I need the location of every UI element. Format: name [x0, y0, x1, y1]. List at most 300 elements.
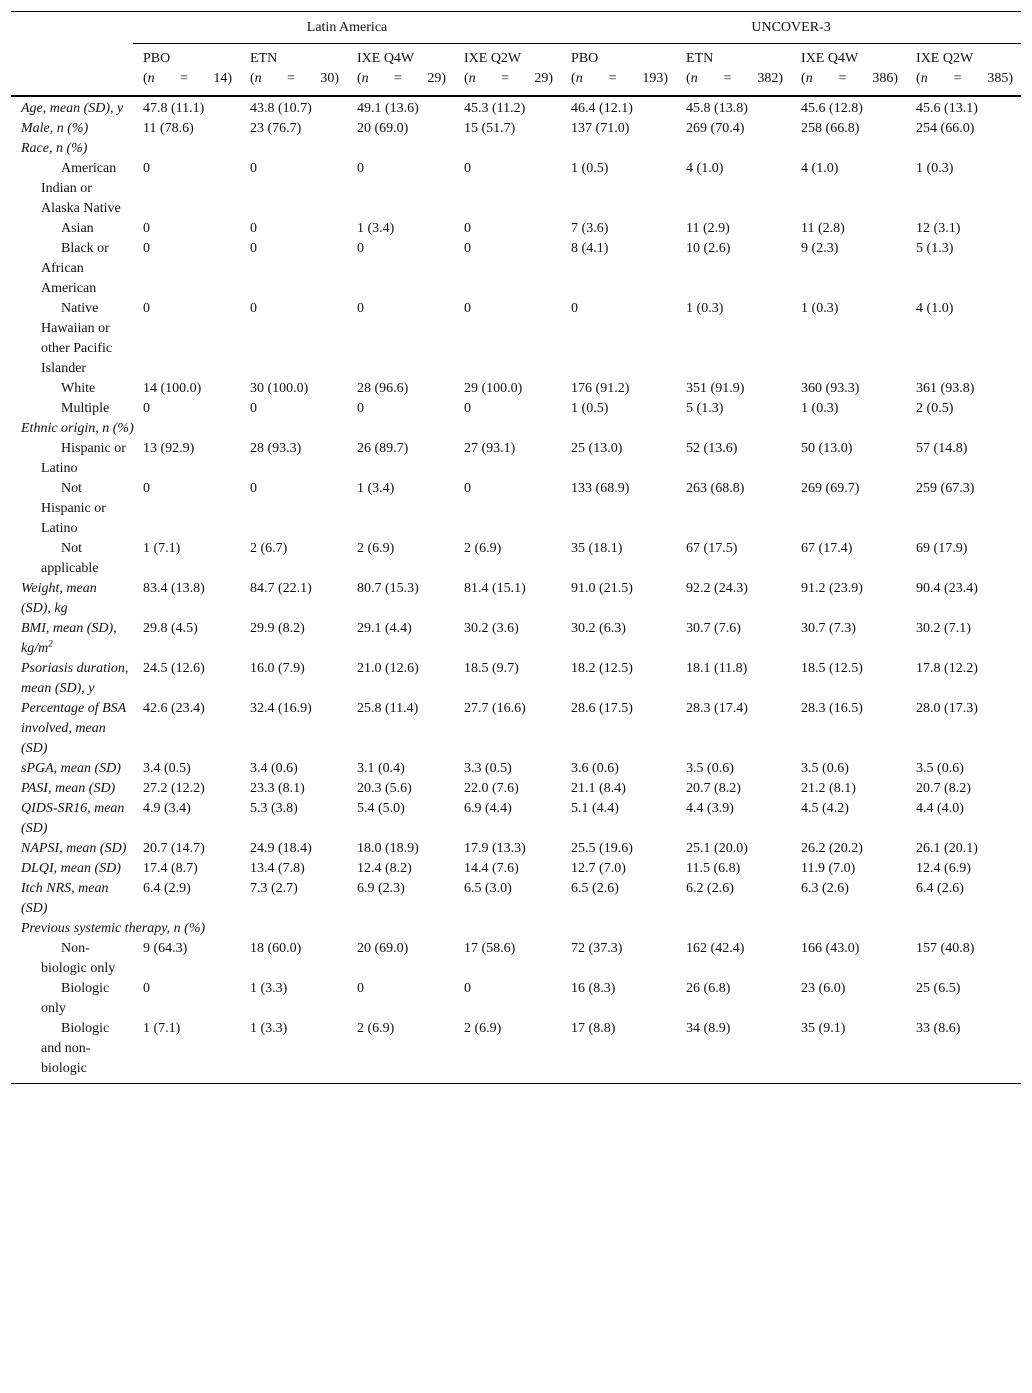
table-cell: 361 (93.8)	[916, 381, 975, 396]
table-row	[11, 439, 1021, 479]
table-cell: 5.1 (4.4)	[571, 801, 619, 816]
table-row	[11, 779, 1021, 799]
table-cell: 0	[464, 981, 471, 996]
table-row	[11, 479, 1021, 539]
table-cell: 0	[143, 401, 150, 416]
table-cell: 11 (78.6)	[143, 121, 194, 136]
row-label: Race, n (%)	[21, 141, 88, 156]
table-cell: 12.7 (7.0)	[571, 861, 626, 876]
table-cell: 47.8 (11.1)	[143, 101, 205, 116]
table-cell: 25.8 (11.4)	[357, 701, 419, 716]
table-cell: 18.0 (18.9)	[357, 841, 419, 856]
table-cell: 11.9 (7.0)	[801, 861, 856, 876]
table-cell: 1 (3.4)	[357, 481, 395, 496]
table-cell: 30.2 (7.1)	[916, 621, 971, 636]
table-cell: 45.3 (11.2)	[464, 101, 526, 116]
row-label	[11, 119, 133, 139]
table-cell: 0	[143, 161, 150, 176]
table-cell: 11.5 (6.8)	[686, 861, 741, 876]
row-label-text: American Indian or Alaska Native	[41, 161, 121, 216]
row-label-text: Age, mean (SD), y	[21, 101, 124, 116]
table-cell: 91.0 (21.5)	[571, 581, 633, 596]
table-cell: 0	[250, 241, 257, 256]
table-cell: 269 (70.4)	[686, 121, 745, 136]
arm-n-value: 193)	[642, 71, 669, 86]
group-header-latin-america: Latin America	[133, 12, 561, 44]
row-label-text: NAPSI, mean (SD)	[21, 841, 127, 856]
arm-n-prefix: (n	[916, 71, 928, 86]
row-label-text: Psoriasis duration, mean (SD), y	[21, 661, 129, 696]
arm-n-equals: =	[608, 71, 617, 86]
arm-n	[464, 69, 557, 89]
table-cell: 12.4 (6.9)	[916, 861, 971, 876]
arm-n	[686, 69, 787, 89]
table-cell: 3.3 (0.5)	[464, 761, 512, 776]
table-cell: 30.7 (7.3)	[801, 621, 856, 636]
arm-n-number: 385	[987, 71, 1009, 86]
row-label	[11, 779, 133, 799]
table-cell: 29.1 (4.4)	[357, 621, 412, 636]
table-cell: 1 (3.3)	[250, 1021, 288, 1036]
table-row	[11, 96, 1021, 119]
arm-n-equals: =	[394, 71, 402, 86]
table-cell: 269 (69.7)	[801, 481, 860, 496]
row-label	[11, 299, 133, 379]
arm-n-number: 382	[757, 71, 779, 86]
arm-n-prefix: (n	[357, 71, 369, 86]
table-cell: 0	[464, 161, 471, 176]
row-label-text: Native Hawaiian or other Pacific Islander	[41, 301, 113, 376]
table-cell: 21.1 (8.4)	[571, 781, 626, 796]
table-cell: 6.4 (2.9)	[143, 881, 191, 896]
table-cell: 6.5 (2.6)	[571, 881, 619, 896]
table-cell: 92.2 (24.3)	[686, 581, 748, 596]
table-cell: 1 (0.5)	[571, 401, 609, 416]
table-cell: 2 (6.9)	[464, 541, 502, 556]
arm-header	[240, 44, 347, 97]
table-cell: 30.7 (7.6)	[686, 621, 741, 636]
table-cell: 46.4 (12.1)	[571, 101, 633, 116]
table-cell: 0	[357, 401, 364, 416]
table-cell: 258 (66.8)	[801, 121, 860, 136]
table-row	[11, 759, 1021, 779]
arm-header	[133, 44, 240, 97]
arm-n-number: 29	[427, 71, 442, 86]
table-cell: 4.5 (4.2)	[801, 801, 849, 816]
table-cell: 26 (6.8)	[686, 981, 731, 996]
table-cell: 24.5 (12.6)	[143, 661, 205, 676]
table-cell: 5 (1.3)	[916, 241, 954, 256]
row-label	[11, 939, 133, 979]
table-cell: 18.1 (11.8)	[686, 661, 748, 676]
arm-name: ETN	[250, 51, 278, 66]
table-cell: 17 (58.6)	[464, 941, 516, 956]
table-cell: 14.4 (7.6)	[464, 861, 519, 876]
row-label-text: Not applicable	[41, 541, 99, 576]
row-label-text: Hispanic or Latino	[41, 441, 126, 476]
table-cell: 0	[143, 481, 150, 496]
row-label-text: Black or African American	[41, 241, 109, 296]
table-cell: 27.7 (16.6)	[464, 701, 526, 716]
arm-header	[454, 44, 561, 97]
group-header-uncover3: UNCOVER-3	[561, 12, 1021, 44]
table-cell: 6.9 (4.4)	[464, 801, 512, 816]
corner-cell-lower	[11, 44, 133, 97]
table-row	[11, 699, 1021, 759]
table-cell: 1 (0.3)	[801, 401, 839, 416]
table-cell: 1 (0.3)	[916, 161, 954, 176]
arm-n-prefix: (n	[143, 71, 155, 86]
table-cell: 45.6 (12.8)	[801, 101, 863, 116]
arm-n	[571, 69, 672, 89]
table-cell: 45.8 (13.8)	[686, 101, 748, 116]
table-cell: 4.4 (3.9)	[686, 801, 734, 816]
table-cell: 1 (3.3)	[250, 981, 288, 996]
row-label-text: BMI, mean (SD), kg/m	[21, 621, 117, 656]
table-row	[11, 979, 1021, 1019]
table-cell: 43.8 (10.7)	[250, 101, 312, 116]
table-cell: 9 (64.3)	[143, 941, 188, 956]
table-cell: 20 (69.0)	[357, 941, 409, 956]
table-cell: 22.0 (7.6)	[464, 781, 519, 796]
arm-name: PBO	[143, 51, 171, 66]
table-cell: 18.2 (12.5)	[571, 661, 633, 676]
section-row	[11, 139, 1021, 159]
arm-n-value: 386)	[872, 71, 899, 86]
row-label	[11, 619, 133, 659]
table-cell: 28 (96.6)	[357, 381, 409, 396]
arm-n-equals: =	[501, 71, 509, 86]
arm-header	[347, 44, 454, 97]
arm-n-equals: =	[180, 71, 188, 86]
table-cell: 81.4 (15.1)	[464, 581, 526, 596]
table-cell: 27.2 (12.2)	[143, 781, 205, 796]
table-cell: 12 (3.1)	[916, 221, 961, 236]
row-label-text: Multiple	[61, 401, 110, 416]
table-cell: 0	[571, 301, 579, 316]
table-row	[11, 659, 1021, 699]
table-cell: 4 (1.0)	[916, 301, 954, 316]
table-cell: 17.8 (12.2)	[916, 661, 978, 676]
row-label-text: Not Hispanic or Latino	[41, 481, 106, 536]
table-cell: 13 (92.9)	[143, 441, 195, 456]
table-cell: 1 (7.1)	[143, 1021, 181, 1036]
table-cell: 26 (89.7)	[357, 441, 409, 456]
arm-header	[791, 44, 906, 97]
table-cell: 7.3 (2.7)	[250, 881, 298, 896]
table-cell: 25 (6.5)	[916, 981, 961, 996]
table-cell: 15 (51.7)	[464, 121, 516, 136]
arm-n-value: 14)	[213, 71, 232, 86]
table-cell: 254 (66.0)	[916, 121, 975, 136]
table-cell: 17.9 (13.3)	[464, 841, 526, 856]
arm-name: IXE Q2W	[464, 51, 522, 66]
arm-n-value: 29)	[427, 71, 446, 86]
table-cell: 30 (100.0)	[250, 381, 309, 396]
table-cell: 42.6 (23.4)	[143, 701, 205, 716]
table-cell: 28.6 (17.5)	[571, 701, 633, 716]
row-label	[11, 859, 133, 879]
arm-header	[906, 44, 1021, 97]
table-row	[11, 859, 1021, 879]
table-cell: 20.7 (8.2)	[686, 781, 741, 796]
row-label	[11, 659, 133, 699]
table-cell: 32.4 (16.9)	[250, 701, 312, 716]
row-label	[11, 799, 133, 839]
row-label-text: Percentage of BSA involved, mean (SD)	[21, 701, 126, 756]
table-cell: 28.3 (16.5)	[801, 701, 863, 716]
table-cell: 4.4 (4.0)	[916, 801, 964, 816]
arm-name: PBO	[571, 51, 599, 66]
table-cell: 3.4 (0.5)	[143, 761, 191, 776]
table-cell: 29 (100.0)	[464, 381, 523, 396]
table-cell: 18.5 (9.7)	[464, 661, 519, 676]
table-cell: 2 (6.9)	[357, 1021, 395, 1036]
table-cell: 1 (7.1)	[143, 541, 181, 556]
row-label	[11, 399, 133, 419]
table-cell: 4 (1.0)	[686, 161, 724, 176]
table-cell: 0	[464, 481, 471, 496]
table-cell: 9 (2.3)	[801, 241, 839, 256]
table-cell: 4.9 (3.4)	[143, 801, 191, 816]
table-cell: 67 (17.4)	[801, 541, 853, 556]
arm-n	[357, 69, 450, 89]
arm-n-value: 385)	[987, 71, 1014, 86]
corner-cell	[11, 12, 133, 44]
table-cell: 157 (40.8)	[916, 941, 975, 956]
table-row	[11, 539, 1021, 579]
table-cell: 23.3 (8.1)	[250, 781, 305, 796]
row-label-text: PASI, mean (SD)	[21, 781, 116, 796]
table-cell: 351 (91.9)	[686, 381, 745, 396]
table-cell: 6.2 (2.6)	[686, 881, 734, 896]
row-label: Previous systemic therapy, n (%)	[21, 921, 206, 936]
table-row	[11, 399, 1021, 419]
table-cell: 8 (4.1)	[571, 241, 609, 256]
table-cell: 30.2 (6.3)	[571, 621, 626, 636]
row-label-superscript: 2	[48, 638, 53, 649]
arm-n-prefix: (n	[464, 71, 476, 86]
row-label	[11, 239, 133, 299]
table-cell: 14 (100.0)	[143, 381, 202, 396]
table-cell: 72 (37.3)	[571, 941, 623, 956]
table-row	[11, 119, 1021, 139]
row-label	[11, 96, 133, 119]
table-cell: 24.9 (18.4)	[250, 841, 312, 856]
arm-name: IXE Q4W	[357, 51, 415, 66]
table-cell: 35 (18.1)	[571, 541, 623, 556]
arm-n-prefix: (n	[250, 71, 262, 86]
table-row	[11, 879, 1021, 919]
table-cell: 16 (8.3)	[571, 981, 616, 996]
table-row	[11, 939, 1021, 979]
table-cell: 90.4 (23.4)	[916, 581, 978, 596]
table-cell: 0	[464, 401, 471, 416]
table-cell: 83.4 (13.8)	[143, 581, 205, 596]
table-cell: 45.6 (13.1)	[916, 101, 978, 116]
row-label-text: Biologic only	[41, 981, 110, 1016]
arm-n-prefix: (n	[686, 71, 698, 86]
table-cell: 0	[464, 301, 471, 316]
table-cell: 3.5 (0.6)	[686, 761, 734, 776]
row-label-text: Itch NRS, mean (SD)	[21, 881, 109, 916]
arm-n-prefix: (n	[801, 71, 813, 86]
table-cell: 5.3 (3.8)	[250, 801, 298, 816]
arm-header	[676, 44, 791, 97]
table-cell: 6.5 (3.0)	[464, 881, 512, 896]
table-cell: 3.5 (0.6)	[916, 761, 964, 776]
table-cell: 91.2 (23.9)	[801, 581, 863, 596]
table-cell: 13.4 (7.8)	[250, 861, 305, 876]
table-cell: 176 (91.2)	[571, 381, 630, 396]
table-cell: 28.0 (17.3)	[916, 701, 978, 716]
table-row	[11, 1019, 1021, 1084]
arm-n-number: 14	[213, 71, 228, 86]
table-row	[11, 299, 1021, 379]
table-row	[11, 219, 1021, 239]
table-cell: 5.4 (5.0)	[357, 801, 405, 816]
table-cell: 0	[250, 301, 257, 316]
table-cell: 3.1 (0.4)	[357, 761, 405, 776]
table-cell: 33 (8.6)	[916, 1021, 961, 1036]
arm-n-value: 29)	[534, 71, 554, 86]
row-label	[11, 759, 133, 779]
table-cell: 11 (2.9)	[686, 221, 730, 236]
table-cell: 29.8 (4.5)	[143, 621, 198, 636]
table-cell: 52 (13.6)	[686, 441, 738, 456]
table-cell: 23 (76.7)	[250, 121, 302, 136]
row-label	[11, 879, 133, 919]
table-cell: 26.2 (20.2)	[801, 841, 863, 856]
row-label	[11, 979, 133, 1019]
table-cell: 20.7 (14.7)	[143, 841, 205, 856]
table-cell: 0	[357, 981, 364, 996]
table-cell: 35 (9.1)	[801, 1021, 846, 1036]
arm-n-value: 382)	[757, 71, 784, 86]
table-cell: 80.7 (15.3)	[357, 581, 419, 596]
arm-n-equals: =	[287, 71, 295, 86]
table-cell: 0	[143, 221, 150, 236]
row-label	[11, 839, 133, 859]
table-cell: 67 (17.5)	[686, 541, 738, 556]
table-cell: 133 (68.9)	[571, 481, 630, 496]
arm-n-value: 30)	[320, 71, 339, 86]
row-label-text: Non-biologic only	[41, 941, 116, 976]
arm-n	[250, 69, 343, 89]
table-cell: 3.4 (0.6)	[250, 761, 298, 776]
row-label	[11, 479, 133, 539]
table-cell: 50 (13.0)	[801, 441, 853, 456]
table-cell: 263 (68.8)	[686, 481, 745, 496]
table-cell: 6.9 (2.3)	[357, 881, 405, 896]
table-cell: 34 (8.9)	[686, 1021, 731, 1036]
arm-n-equals: =	[838, 71, 847, 86]
table-cell: 0	[250, 221, 257, 236]
row-label-text: Biologic and non-biologic	[41, 1021, 110, 1076]
table-cell: 0	[250, 481, 257, 496]
table-cell: 12.4 (8.2)	[357, 861, 412, 876]
table-cell: 21.2 (8.1)	[801, 781, 856, 796]
arm-n	[916, 69, 1017, 89]
table-cell: 30.2 (3.6)	[464, 621, 519, 636]
table-row	[11, 799, 1021, 839]
table-cell: 21.0 (12.6)	[357, 661, 419, 676]
row-label-text: Asian	[61, 221, 94, 236]
table-cell: 0	[464, 221, 471, 236]
table-cell: 25.5 (19.6)	[571, 841, 633, 856]
arm-n-prefix: (n	[571, 71, 583, 86]
arm-name: ETN	[686, 51, 714, 66]
table-cell: 1 (0.3)	[801, 301, 839, 316]
row-label-text: sPGA, mean (SD)	[21, 761, 121, 776]
row-label	[11, 219, 133, 239]
row-label	[11, 539, 133, 579]
table-row	[11, 379, 1021, 399]
table-cell: 1 (0.3)	[686, 301, 724, 316]
table-cell: 20 (69.0)	[357, 121, 409, 136]
table-cell: 1 (3.4)	[357, 221, 395, 236]
table-cell: 0	[250, 161, 257, 176]
table-cell: 162 (42.4)	[686, 941, 745, 956]
table-cell: 2 (0.5)	[916, 401, 954, 416]
row-label	[11, 699, 133, 759]
table-row	[11, 839, 1021, 859]
arm-n-number: 193	[642, 71, 664, 86]
table-cell: 0	[357, 241, 364, 256]
row-label	[11, 579, 133, 619]
table-cell: 5 (1.3)	[686, 401, 724, 416]
row-label	[11, 159, 133, 219]
table-row	[11, 619, 1021, 659]
row-label-text: DLQI, mean (SD)	[21, 861, 121, 876]
section-row	[11, 919, 1021, 939]
table-cell: 10 (2.6)	[686, 241, 731, 256]
table-cell: 11 (2.8)	[801, 221, 845, 236]
arm-name: IXE Q4W	[801, 51, 859, 66]
table-cell: 0	[357, 301, 364, 316]
table-cell: 49.1 (13.6)	[357, 101, 419, 116]
table-cell: 16.0 (7.9)	[250, 661, 305, 676]
table-cell: 18 (60.0)	[250, 941, 302, 956]
arm-n	[801, 69, 902, 89]
table-cell: 84.7 (22.1)	[250, 581, 312, 596]
arm-header-row	[11, 44, 1021, 97]
table-cell: 23 (6.0)	[801, 981, 846, 996]
table-cell: 360 (93.3)	[801, 381, 860, 396]
table-cell: 17 (8.8)	[571, 1021, 616, 1036]
table-cell: 0	[143, 241, 150, 256]
table-cell: 0	[143, 981, 150, 996]
table-cell: 18.5 (12.5)	[801, 661, 863, 676]
table-cell: 69 (17.9)	[916, 541, 968, 556]
table-cell: 25 (13.0)	[571, 441, 623, 456]
table-cell: 3.6 (0.6)	[571, 761, 619, 776]
table-cell: 3.5 (0.6)	[801, 761, 849, 776]
table-row	[11, 239, 1021, 299]
table-cell: 2 (6.9)	[464, 1021, 502, 1036]
table-cell: 259 (67.3)	[916, 481, 975, 496]
arm-name: IXE Q2W	[916, 51, 974, 66]
table-cell: 27 (93.1)	[464, 441, 516, 456]
arm-n-equals: =	[723, 71, 732, 86]
baseline-characteristics-table	[11, 11, 1021, 1084]
arm-header	[561, 44, 676, 97]
arm-n-number: 29	[534, 71, 549, 86]
arm-n-number: 386	[872, 71, 894, 86]
row-label	[11, 1019, 133, 1084]
table-cell: 25.1 (20.0)	[686, 841, 748, 856]
table-row	[11, 579, 1021, 619]
